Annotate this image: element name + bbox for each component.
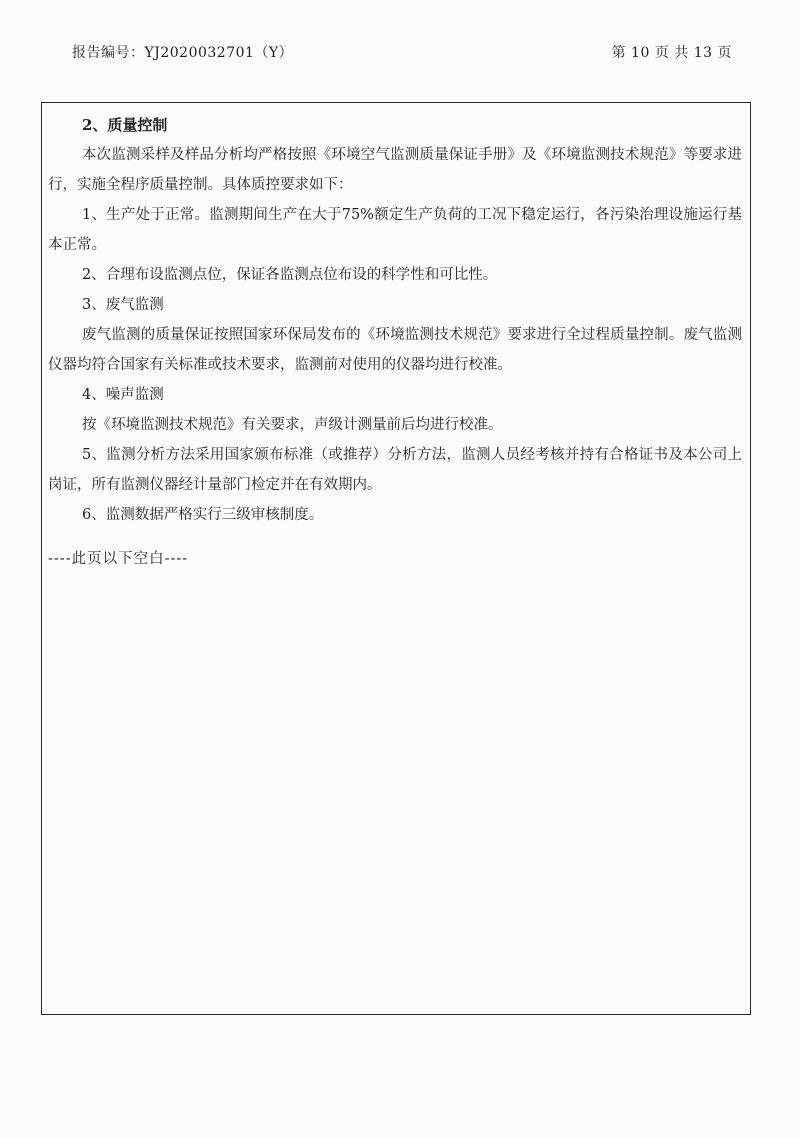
item-4-heading: 4、噪声监测 (82, 387, 164, 403)
page-number: 第 10 页 共 13 页 (611, 45, 732, 61)
intro-paragraph: 本次监测采样及样品分析均严格按照《环境空气监测质量保证手册》及《环境监测技术规范》等要求进行，实施全程序质量控制。具体质控要求如下： (48, 147, 742, 193)
item-3-heading: 3、废气监测 (82, 297, 164, 313)
blank-page-note: ----此页以下空白---- (48, 551, 189, 567)
item-2-paragraph: 2、合理布设监测点位，保证各监测点位布设的科学性和可比性。 (82, 267, 498, 283)
item-4-paragraph: 按《环境监测技术规范》有关要求，声级计测量前后均进行校准。 (82, 417, 503, 433)
section-title: 2、质量控制 (82, 116, 168, 134)
content-body (48, 110, 742, 574)
item-6-paragraph: 6、监测数据严格实行三级审核制度。 (82, 507, 324, 523)
report-number: 报告编号：YJ2020032701（Y） (72, 45, 294, 61)
item-5-paragraph: 5、监测分析方法采用国家颁布标准（或推荐）分析方法，监测人员经考核并持有合格证书及本公司上岗证，所有监测仪器经计量部门检定并在有效期内。 (48, 447, 742, 493)
item-1-paragraph: 1、生产处于正常。监测期间生产在大于75%额定生产负荷的工况下稳定运行，各污染治理设施运行基本正常。 (48, 207, 742, 253)
item-3-paragraph: 废气监测的质量保证按照国家环保局发布的《环境监测技术规范》要求进行全过程质量控制。废气监测仪器均符合国家有关标准或技术要求，监测前对使用的仪器均进行校准。 (48, 327, 742, 373)
